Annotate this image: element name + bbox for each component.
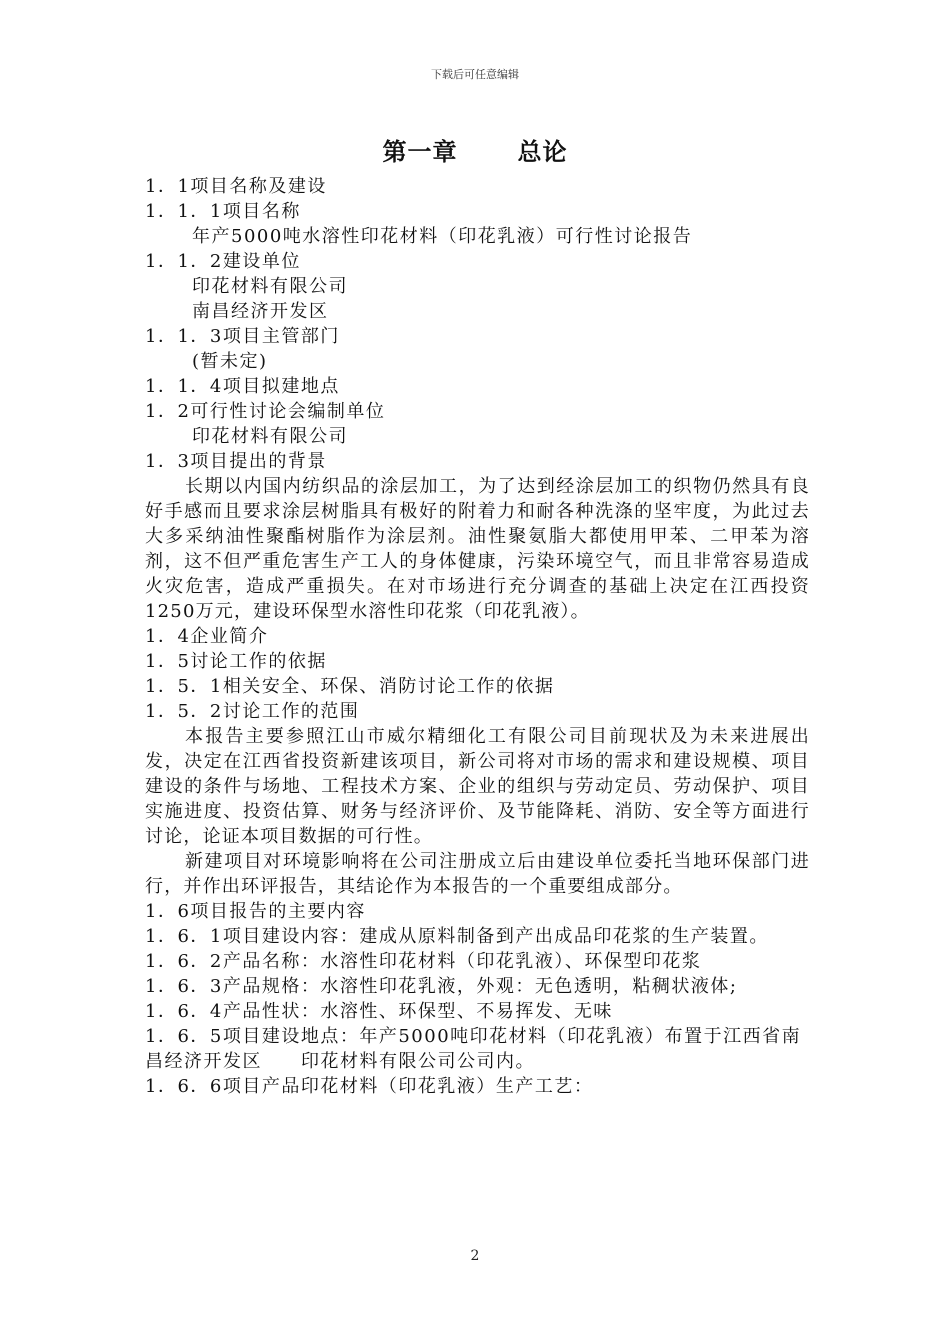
subsection-heading: 1．1．1项目名称: [145, 201, 301, 222]
company-location: 南昌经济开发区: [192, 301, 329, 322]
page-header: 下载后可任意编辑: [431, 68, 519, 81]
subsection-heading: 1．1．4项目拟建地点: [145, 376, 340, 397]
section-heading: 1．1项目名称及建设: [145, 176, 327, 197]
department-value: (暂未定): [192, 351, 268, 372]
background-paragraph: 长期以内国内纺织品的涂层加工，为了达到经涂层加工的织物仍然具有良好手感而且要求涂层树脂具有极好的附着力和耐各种洗涤的坚牢度，为此过去大多采纳油性聚酯树脂作为涂层剂。油性聚氨脂大都使用甲苯、二甲苯为溶剂，这不但严重危害生产工人的身体健康，污染环境空气，而且非常容易造成火灾危害，造成严重损失。在对市场进行充分调查的基础上决定在江西投资1250万元，建设环保型水溶性印花浆（印花乳液）。: [145, 476, 810, 622]
subsection-heading: 1．5．1相关安全、环保、消防讨论工作的依据: [145, 676, 555, 697]
project-name: 年产5000吨水溶性印花材料（印花乳液）可行性讨论报告: [192, 226, 693, 247]
content-item: 1．6．6项目产品印花材料（印花乳液）生产工艺：: [145, 1076, 594, 1097]
content-item: 1．6．4产品性状：水溶性、环保型、不易挥发、无味: [145, 1001, 613, 1022]
section-heading: 1．2可行性讨论会编制单位: [145, 401, 386, 422]
subsection-heading: 1．1．2建设单位: [145, 251, 301, 272]
page-number: 2: [470, 1248, 480, 1264]
scope-paragraph: 本报告主要参照江山市威尔精细化工有限公司目前现状及为未来进展出发，决定在江西省投资新建该项目，新公司将对市场的需求和建设规模、项目建设的条件与场地、工程技术方案、企业的组织与劳动定员、劳动保护、项目实施进度、投资估算、财务与经济评价、及节能降耗、消防、安全等方面进行讨论，论证本项目数据的可行性。: [145, 726, 810, 847]
section-heading: 1．3项目提出的背景: [145, 451, 327, 472]
content-item: 1．6．2产品名称：水溶性印花材料（印花乳液）、环保型印花浆: [145, 951, 702, 972]
content-item: 1．6．5项目建设地点：年产5000吨印花材料（印花乳液）布置于江西省南昌经济开发区 印花材料有限公司公司内。: [145, 1026, 802, 1072]
content-item: 1．6．1项目建设内容：建成从原料制备到产出成品印花浆的生产装置。: [145, 926, 769, 947]
chapter-name: 总论: [517, 137, 568, 166]
environment-paragraph: 新建项目对环境影响将在公司注册成立后由建设单位委托当地环保部门进行，并作出环评报告，其结论作为本报告的一个重要组成部分。: [145, 851, 810, 897]
section-heading: 1．6项目报告的主要内容: [145, 901, 366, 922]
chapter-number: 第一章: [382, 137, 458, 166]
subsection-heading: 1．5．2讨论工作的范围: [145, 701, 360, 722]
document-body: [145, 174, 810, 1099]
company-name: 印花材料有限公司: [192, 426, 348, 447]
subsection-heading: 1．1．3项目主管部门: [145, 326, 340, 347]
content-item: 1．6．3产品规格：水溶性印花乳液，外观：无色透明，粘稠状液体;: [145, 976, 738, 997]
company-name: 印花材料有限公司: [192, 276, 348, 297]
section-heading: 1．5讨论工作的依据: [145, 651, 327, 672]
chapter-title: [0, 132, 950, 167]
section-heading: 1．4企业简介: [145, 626, 269, 647]
